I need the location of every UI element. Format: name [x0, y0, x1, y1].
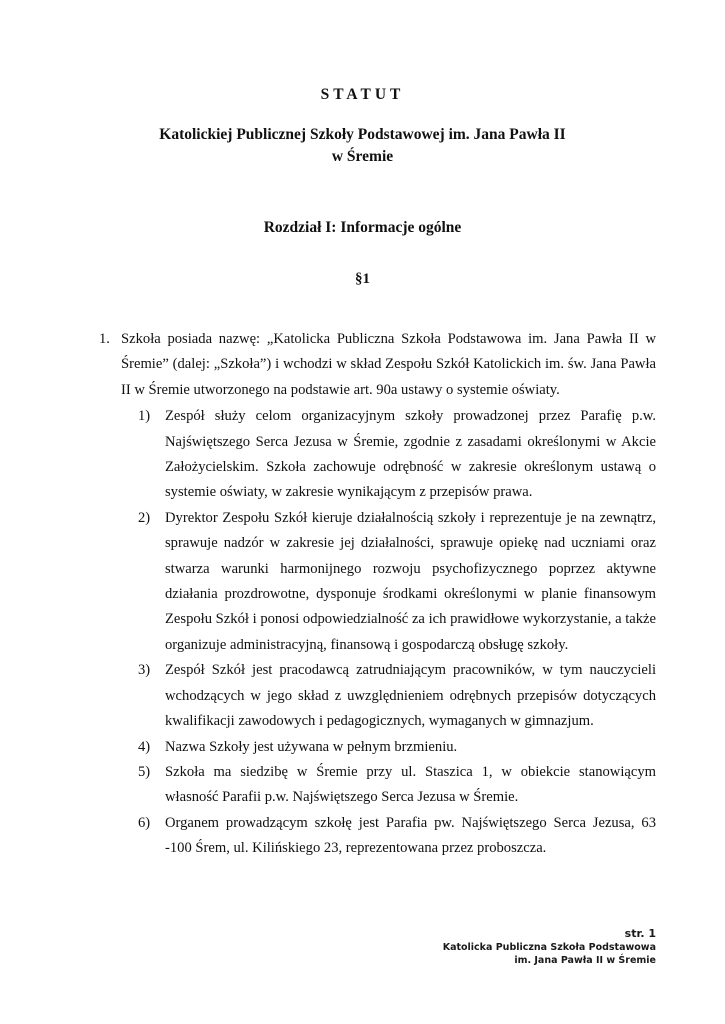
list-item-text: Szkoła posiada nazwę: „Katolicka Publiczna Szkoła Podstawowa im. Jana Pawła II w Śremie” (dalej: „Szkoła”) i wchodzi w skład Zespołu Szkół Katolickich im. św. Jana Pawła II w Śremie utworzonego na podstawie art. 90a ustawy o systemie oświaty. [121, 331, 656, 398]
sub-list-item-text: Zespół Szkół jest pracodawcą zatrudniającym pracowników, w tym nauczycieli wchodzących w jego skład z uwzględnieniem odrębnych przepisów dotyczących kwalifikacji zawodowych i pedagogicznych, wymaganych w gimnazjum. [165, 662, 656, 730]
document-subtitle [0, 124, 725, 168]
sub-list-item [99, 658, 656, 734]
chapter-heading: Rozdział I: Informacje ogólne [263, 219, 462, 236]
sub-list-item-number: 1) [138, 408, 151, 425]
sub-list-item-number: 4) [138, 738, 151, 755]
sub-list-item-number: 6) [138, 814, 151, 831]
sub-list-item-number: 5) [138, 763, 151, 780]
list-item [99, 327, 656, 403]
footer-school-location: im. Jana Pawła II w Śremie [514, 955, 656, 966]
section-body [99, 327, 656, 862]
sub-list-item [99, 811, 656, 862]
page-footer [443, 926, 656, 967]
page-number: str. 1 [624, 927, 656, 940]
footer-school-name: Katolicka Publiczna Szkoła Podstawowa [442, 942, 656, 953]
document-title: STATUT [320, 86, 405, 103]
sub-list-item [99, 760, 656, 811]
sub-list-item-text: Nazwa Szkoły jest używana w pełnym brzmieniu. [165, 738, 458, 755]
sub-list-item-text: Organem prowadzącym szkołę jest Parafia pw. Najświętszego Serca Jezusa, 63 -100 Śrem, ul. Kilińskiego 23, reprezentowana przez proboszcza. [165, 814, 656, 857]
sub-list-item-number: 2) [138, 509, 151, 526]
section-sign: §1 [355, 271, 370, 287]
sub-list-item [99, 404, 656, 506]
sub-list-item-text: Szkoła ma siedzibę w Śremie przy ul. Staszica 1, w obiekcie stanowiącym własność Parafii p.w. Najświętszego Serca Jezusa w Śremie. [165, 763, 656, 806]
subtitle-line-2: w Śremie [331, 148, 394, 165]
sub-list-item-text: Zespół służy celom organizacyjnym szkoły prowadzonej przez Parafię p.w. Najświętszego Serca Jezusa w Śremie, zgodnie z zasadami określonymi w Akcie Założycielskim. Szkoła zachowuje odrębność w zakresie określonym ustawą o systemie oświaty, w zakresie wynikającym z przepisów prawa. [165, 408, 656, 501]
sub-list [99, 404, 656, 861]
sub-list-item-number: 3) [138, 662, 151, 679]
list-item-number: 1. [99, 331, 110, 347]
sub-list-item [99, 506, 656, 658]
sub-list-item-text: Dyrektor Zespołu Szkół kieruje działalnością szkoły i reprezentuje je na zewnątrz, sprawuje nadzór w zakresie jej działalności, sprawuje opiekę nad uczniami oraz stwarza warunki harmonijnego rozwoju psychofizycznego poprzez aktywne działania prozdrowotne, dysponuje środkami określonymi w planie finansowym Zespołu Szkół i ponosi odpowiedzialność za ich prawidłowe wykorzystanie, a także organizuje administracyjną, finansową i gospodarczą obsługę szkoły. [165, 509, 656, 653]
subtitle-line-1: Katolickiej Publicznej Szkoły Podstawowej im. Jana Pawła II [159, 126, 566, 143]
sub-list-item [99, 735, 656, 760]
